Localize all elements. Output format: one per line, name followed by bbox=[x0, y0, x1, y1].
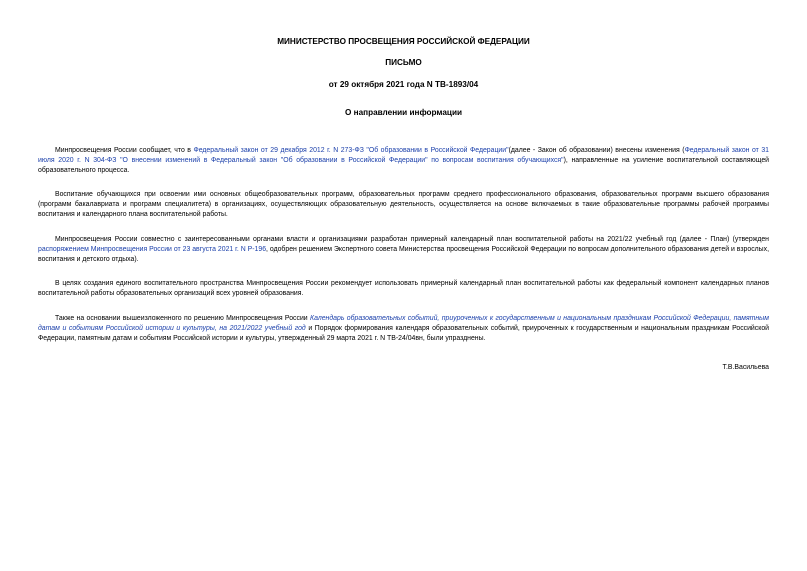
paragraph-3 bbox=[38, 235, 769, 265]
document-type-heading: ПИСЬМО bbox=[385, 58, 422, 67]
link-federal-law-304[interactable]: Федеральный закон от 31 июля 2020 г. N 304-ФЗ "О внесении изменений в Федеральный закон "Об образовании в Российской Федерации" по вопросам воспитания обучающихся" bbox=[38, 147, 769, 164]
paragraph-5-text-1: Также на основании вышеизложенного по решению Минпросвещения России bbox=[55, 315, 311, 322]
paragraph-4: В целях создания единого воспитательного пространства Минпросвещения России рекомендует использовать примерный календарный план воспитательной работы как федеральный компонент календарных планов воспитательной работы образовательных организаций всех уровней образования. bbox=[38, 280, 769, 297]
paragraph-1 bbox=[38, 146, 769, 176]
paragraph-1-text-1: Минпросвещения России сообщает, что в bbox=[55, 147, 194, 154]
paragraph-3-text-2: , одобрен решением Экспертного совета Министерства просвещения Российской Федерации по вопросам дополнительного образования детей и взрослых, воспитания и детского отдыха). bbox=[38, 246, 769, 263]
paragraph-1-text-3: ), направленные на усиление воспитательной составляющей образовательного процесса. bbox=[38, 157, 769, 174]
signature: Т.В.Васильева bbox=[722, 364, 769, 371]
link-federal-law-273[interactable]: Федеральный закон от 29 декабря 2012 г. N 273-ФЗ "Об образовании в Российской Федерации" bbox=[193, 147, 509, 154]
link-events-calendar[interactable]: Календарь образовательных событий, приуроченных к государственным и национальным праздникам Российской Федерации, памятным датам и событиям Российской истории и культуры, на 2021/2022 учебный год bbox=[38, 315, 769, 332]
paragraph-5 bbox=[38, 314, 769, 344]
ministry-heading: МИНИСТЕРСТВО ПРОСВЕЩЕНИЯ РОССИЙСКОЙ ФЕДЕРАЦИИ bbox=[277, 37, 530, 46]
link-order-r-196[interactable]: распоряжением Минпросвещения России от 23 августа 2021 г. N Р-196 bbox=[38, 246, 267, 253]
document-date-number: от 29 октября 2021 года N ТВ-1893/04 bbox=[328, 80, 479, 89]
document-body bbox=[38, 146, 769, 344]
paragraph-3-text-1: Минпросвещения России совместно с заинтересованными органами власти и организациями разработан примерный календарный план воспитательной работы на 2021/22 учебный год (далее - План) (утвержден bbox=[55, 236, 769, 243]
paragraph-2: Воспитание обучающихся при освоении ими основных общеобразовательных программ, образовательных программ среднего профессионального образования, образовательных программ высшего образования (программ бакалавриата и программ специалитета) в организациях, осуществляющих образовательную деятельность, осуществляется на основе включаемых в такие образовательные программы рабочей программы воспитания и календарного плана воспитательной работы. bbox=[38, 191, 769, 218]
paragraph-1-text-2: (далее - Закон об образовании) внесены изменения ( bbox=[508, 147, 685, 154]
document-subject: О направлении информации bbox=[344, 108, 463, 117]
paragraph-5-text-2: и Порядок формирования календаря образовательных событий, приуроченных к государственным и национальным праздникам Российской Федерации, памятным датам и событиям Российской истории и культуры, утвержденный 29 марта 2021 г. N ТВ-24/04вн, были упразднены. bbox=[38, 325, 769, 342]
